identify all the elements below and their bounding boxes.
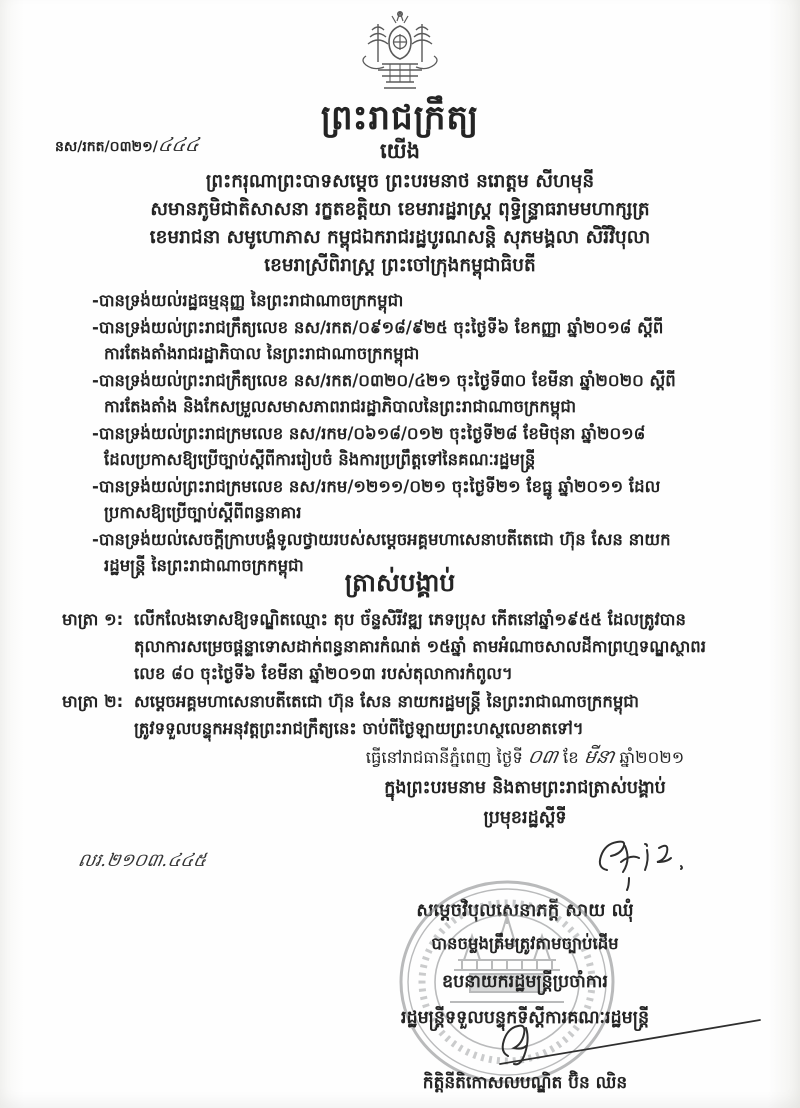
recital-line: -បានទ្រង់យល់រដ្ឋធម្មនុញ្ញ នៃព្រះរាជាណាចក្រកម្ពុជា — [92, 291, 404, 310]
royal-title-line-3: ខេមរាជនា សមូហោភាស កម្ពុជឯករាជរដ្ឋបូរណសន្តិ សុភមង្គលា សិរីវិបុលា — [149, 227, 651, 248]
certified-copy-line: បានចម្លងត្រឹមត្រូវតាមច្បាប់ដើម — [431, 934, 619, 953]
article-2-text — [134, 688, 639, 742]
acting-head-of-state-title: ប្រមុខរដ្ឋស្តីទី — [483, 808, 567, 828]
handwritten-day: ០៣ — [526, 746, 560, 768]
certifier-name: កិត្តិនីតិកោសលបណ្ឌិត ប៊ិន ឈិន — [422, 1073, 628, 1093]
month-label: ខែ — [563, 748, 579, 767]
article-1-line-1: លើកលែងទោសឱ្យទណ្ឌិតឈ្មោះ តុប ច័ន្ទសិរីវឌ្ឍ ភេទប្រុស កើតនៅឆ្នាំ១៩៥៥ ដែលត្រូវបាន — [134, 610, 686, 629]
recital-line: ប្រកាសឱ្យប្រើច្បាប់ស្តីពីពន្ធនាគារ — [104, 503, 302, 522]
royal-title-line-4: ខេមរាស្រីពិរាស្ត្រ ព្រះចៅក្រុងកម្ពុជាធិបតី — [264, 255, 536, 276]
recital-line: ការតែងតាំង និងកែសម្រួលសមាសភាពរាជរដ្ឋាភិបាលនៃព្រះរាជាណាចក្រកម្ពុជា — [104, 397, 577, 416]
place-date-prefix: ធ្វើនៅរាជធានីភ្នំពេញ ថ្ងៃទី — [365, 748, 523, 767]
article-2-line-2: ត្រូវទទួលបន្ទុកអនុវត្តព្រះរាជក្រឹត្យនេះ ចាប់ពីថ្ងៃឡាយព្រះហស្ថលេខាតទៅ។ — [134, 719, 584, 738]
royal-arms-icon — [352, 8, 448, 96]
recital-line: ការតែងតាំងរាជរដ្ឋាភិបាល នៃព្រះរាជាណាចក្រកម្ពុជា — [104, 344, 420, 363]
recital-line: -បានទ្រង់យល់ព្រះរាជក្រឹត្យលេខ នស/រកត/០៣២០/៤២១ ចុះថ្ងៃទី៣០ ខែមីនា ឆ្នាំ២០២០ ស្តីពី — [92, 370, 676, 390]
recitals-block — [92, 288, 752, 580]
certifier-title-line-1: ឧបនាយករដ្ឋមន្ត្រីប្រចាំការ — [442, 972, 608, 992]
article-1 — [62, 606, 762, 687]
document-title: ព្រះរាជក្រឹត្យ — [320, 98, 480, 138]
recital-line: -បានទ្រង់យល់ព្រះរាជក្រមលេខ នស/រកម/០៦១៨/០១២ ចុះថ្ងៃទី២៨ ខែមិថុនា ឆ្នាំ២០១៨ — [92, 423, 646, 443]
reference-prefix: នស/រកត/០៣២១/ — [55, 139, 158, 155]
recital-line: រដ្ឋមន្ត្រី នៃព្រះរាជាណាចក្រកម្ពុជា — [104, 556, 304, 575]
article-2-label: មាត្រា ២: — [62, 692, 124, 711]
recital-line: ដែលប្រកាសឱ្យប្រើច្បាប់ស្តីពីការរៀបចំ និងការប្រព្រឹត្តទៅនៃគណៈរដ្ឋមន្ត្រី — [104, 450, 536, 469]
left-margin-handwritten-note: លរ.២១០៣.៤៤៥ — [76, 850, 208, 871]
bin-chhin-signature-icon — [470, 1012, 770, 1072]
year-text: ឆ្នាំ២០២១ — [619, 748, 685, 767]
document-subtitle: យើង — [380, 139, 420, 163]
article-1-line-2: តុលាការសម្រេចផ្តន្ទាទោសដាក់ពន្ធនាគារកំណត់ ១៥ឆ្នាំ តាមអំណាចសាលដីកាព្រហ្មទណ្ឌស្ថាពរ — [134, 637, 706, 656]
recital-line: -បានទ្រង់យល់ព្រះរាជក្រមលេខ នស/រកម/១២១១/០២១ ចុះថ្ងៃទី២១ ខែធ្នូ ឆ្នាំ២០១១ ដែល — [92, 476, 661, 496]
handwritten-month: មីនា — [582, 746, 617, 768]
article-2-line-1: សម្តេចអគ្គមហាសេនាបតីតេជោ ហ៊ុន សែន នាយករដ្ឋមន្ត្រី នៃព្រះរាជាណាចក្រកម្ពុជា — [134, 692, 640, 711]
royal-title-line-2: សមានភូមិជាតិសាសនា រក្ខតខត្តិយា ខេមរារដ្ឋរាស្ត្រ ពុទ្ធិន្ទ្រាធរាមមហាក្សត្រ — [150, 199, 650, 220]
article-2 — [62, 688, 762, 742]
reference-handwritten-number: ៤៤៤ — [156, 134, 201, 156]
certifier-title-line-2: រដ្ឋមន្ត្រីទទួលបន្ទុកទីស្តីការគណៈរដ្ឋមន្ត្រី — [400, 1008, 650, 1028]
article-1-text — [134, 606, 706, 687]
signer-name: សម្តេចវិបុលសេនាភក្តី សាយ ឈុំ — [416, 900, 634, 921]
article-1-label: មាត្រា ១: — [62, 610, 124, 629]
recital-line: -បានទ្រង់យល់សេចក្តីក្រាបបង្គំទូលថ្វាយរបស់សម្តេចអគ្គមហាសេនាបតីតេជោ ហ៊ុន សែន នាយក — [92, 529, 671, 549]
royal-title-block — [60, 168, 740, 280]
royal-title-line-1: ព្រះករុណាព្រះបាទសម្តេច ព្រះបរមនាថ នរោត្តម សីហមុនី — [205, 171, 595, 192]
article-1-line-3: លេខ ៨០ ចុះថ្ងៃទី៦ ខែមីនា ឆ្នាំ២០១៣ របស់តុលាការកំពូល។ — [134, 664, 513, 683]
signing-block — [290, 742, 760, 833]
place-date-line — [290, 742, 760, 773]
in-royal-name-line: ក្នុងព្រះបរមនាម និងតាមព្រះរាជត្រាស់បង្គាប់ — [384, 778, 666, 798]
reference-line — [55, 133, 201, 161]
recital-line: -បានទ្រង់យល់ព្រះរាជក្រឹត្យលេខ នស/រកត/០៩១៨/៩២៥ ចុះថ្ងៃទី៦ ខែកញ្ញា ឆ្នាំ២០១៨ ស្តីពី — [92, 317, 664, 337]
decree-heading: ត្រាស់បង្គាប់ — [344, 568, 456, 597]
